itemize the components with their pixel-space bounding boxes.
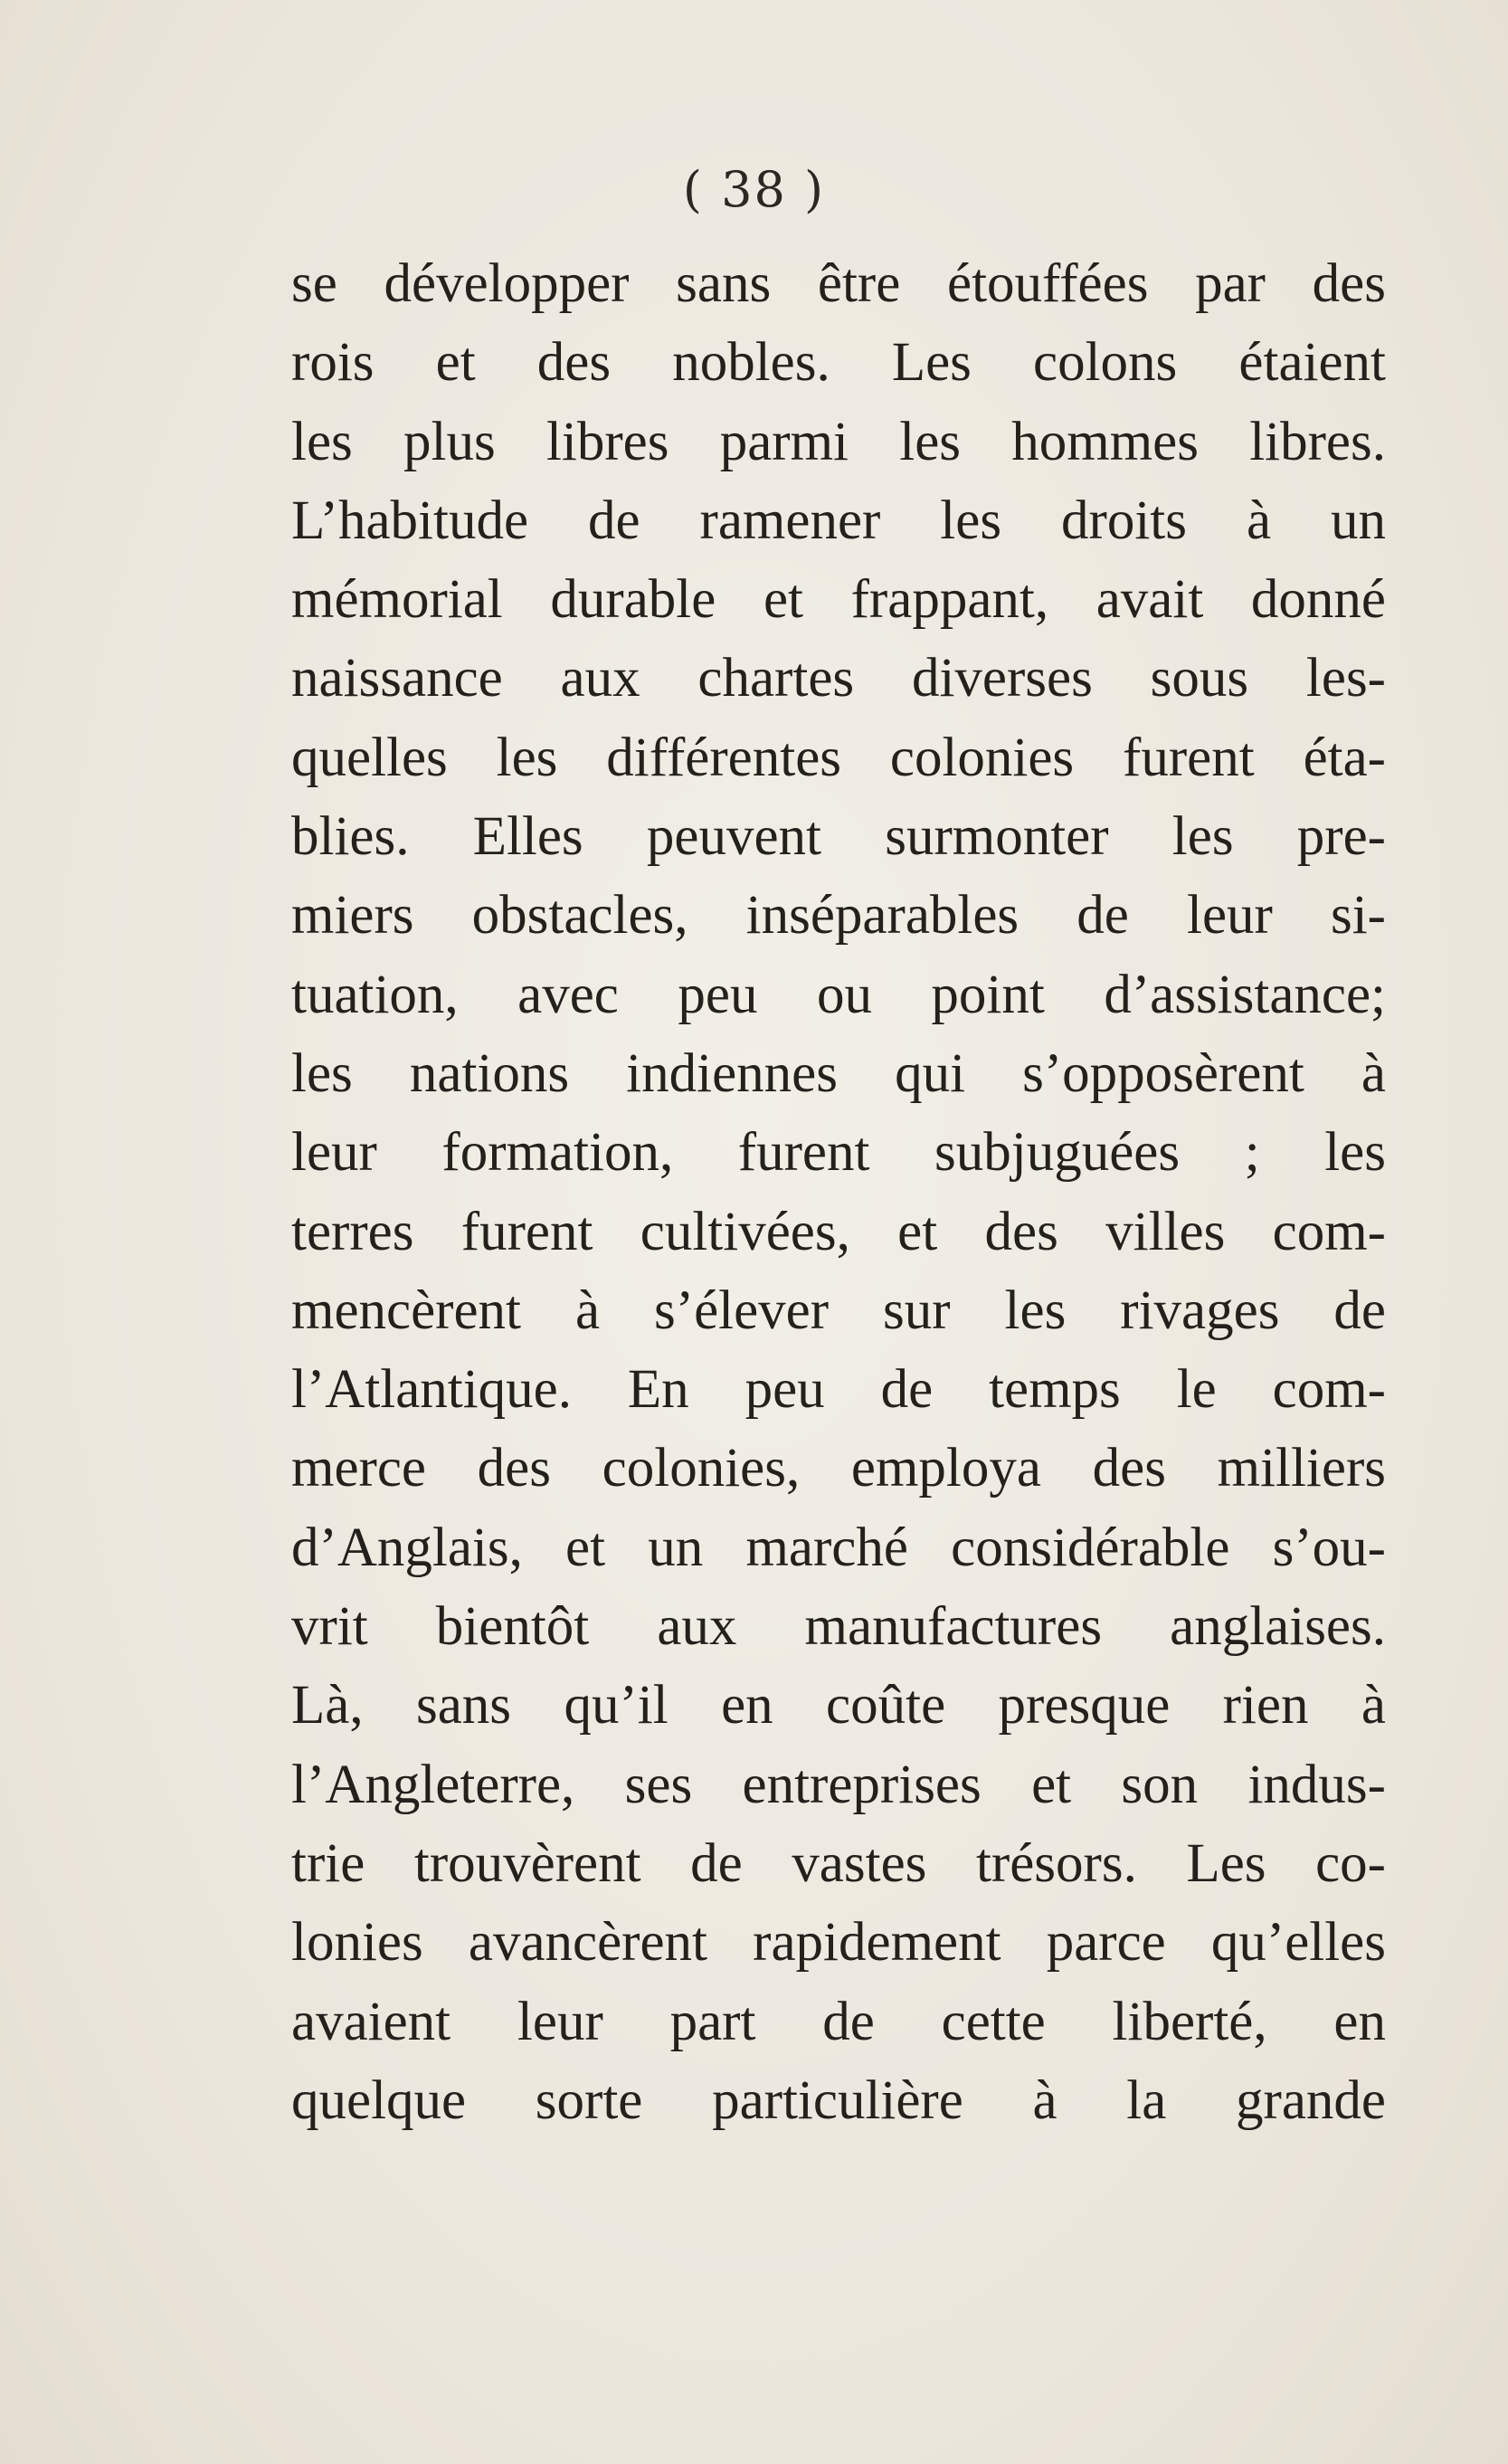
text-line: les nations indiennes qui s’opposèrent à — [291, 1042, 1386, 1104]
text-line: avaient leur part de cette liberté, en — [291, 1991, 1386, 2052]
page-number: ( 38 ) — [682, 161, 826, 218]
text-line: merce des colonies, employa des milliers — [291, 1438, 1386, 1499]
text-line: terres furent cultivées, et des villes com- — [291, 1201, 1386, 1262]
text-line: se développer sans être étouffées par des — [291, 253, 1386, 314]
text-line: L’habitude de ramener les droits à un — [291, 490, 1386, 551]
text-line: mencèrent à s’élever sur les rivages de — [291, 1280, 1386, 1341]
text-line: lonies avancèrent rapidement parce qu’elles — [291, 1912, 1386, 1974]
text-line: rois et des nobles. Les colons étaient — [291, 332, 1386, 394]
text-line: vrit bientôt aux manufactures anglaises. — [291, 1596, 1386, 1658]
text-line: leur formation, furent subjuguées ; les — [291, 1122, 1386, 1184]
text-line: blies. Elles peuvent surmonter les pre- — [291, 806, 1386, 868]
text-line: d’Anglais, et un marché considérable s’ou- — [291, 1517, 1386, 1578]
text-line: l’Atlantique. En peu de temps le com- — [291, 1359, 1386, 1421]
text-line: tuation, avec peu ou point d’assistance; — [291, 964, 1386, 1025]
text-line: mémorial durable et frappant, avait donné — [291, 569, 1386, 631]
text-line: quelque sorte particulière à la grande — [291, 2069, 1386, 2131]
text-line: les plus libres parmi les hommes libres. — [291, 411, 1386, 472]
text-line: quelles les différentes colonies furent éta- — [291, 727, 1386, 788]
text-line: miers obstacles, inséparables de leur si- — [291, 885, 1386, 947]
text-line: Là, sans qu’il en coûte presque rien à — [291, 1675, 1386, 1736]
text-line: trie trouvèrent de vastes trésors. Les co- — [291, 1832, 1386, 1894]
body-text — [291, 244, 1386, 2140]
text-line: l’Angleterre, ses entreprises et son indus- — [291, 1754, 1386, 1815]
text-line: naissance aux chartes diverses sous les- — [291, 648, 1386, 709]
